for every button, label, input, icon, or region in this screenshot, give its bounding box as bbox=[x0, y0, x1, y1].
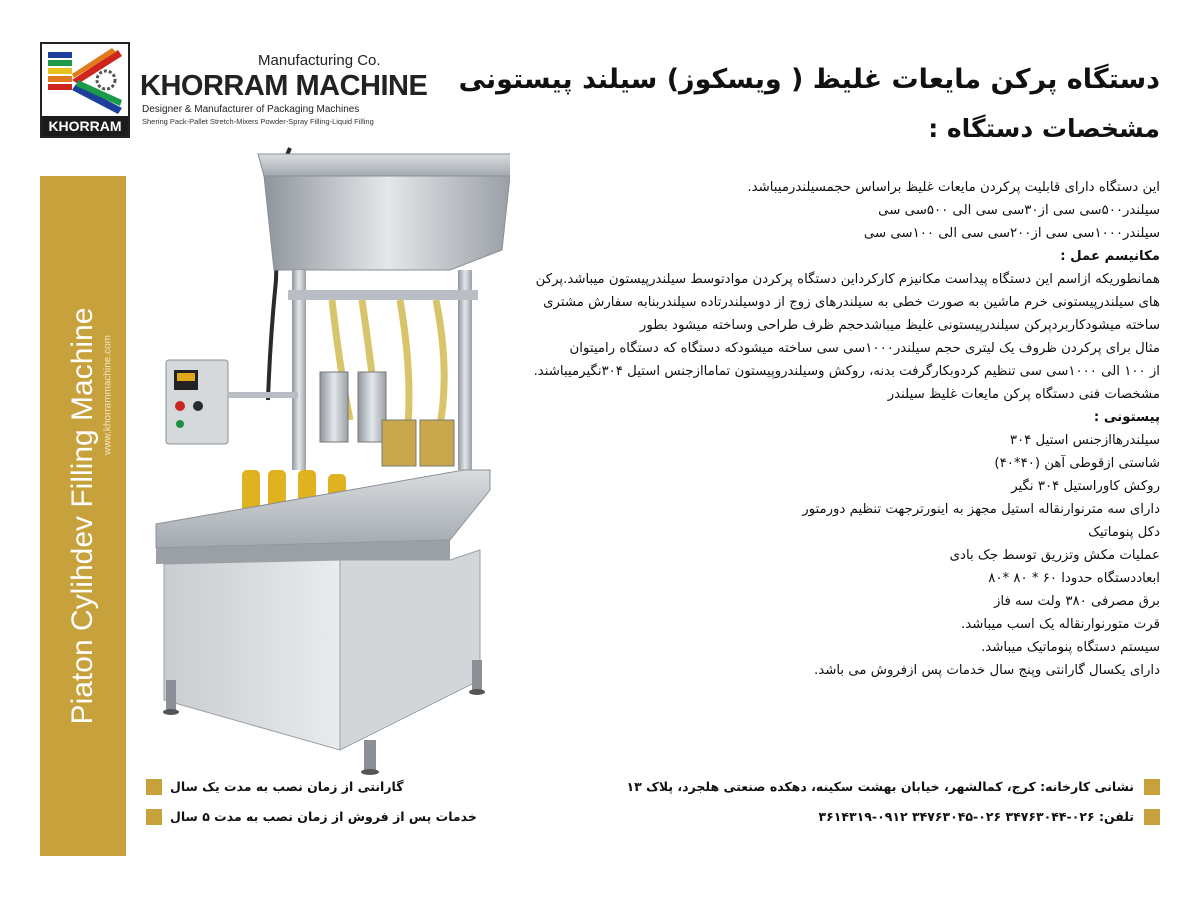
phone-numbers: تلفن: ۰۲۶-۳۴۷۶۳۰۴۴ ۰۲۶-۳۴۷۶۳۰۴۵ ۰۹۱۲-۳۶۱۴۳۱۹ bbox=[818, 809, 1134, 824]
spec-line: ابعاددستگاه حدودا ۶۰ * ۸۰ *۸۰ bbox=[988, 571, 1160, 586]
page-title: دستگاه پرکن مایعات غلیظ ( ویسکوز) سیلند پیستونی bbox=[458, 64, 1160, 95]
brand-name: KHORRAM MACHINE bbox=[140, 70, 428, 102]
body-line: سیلندر۱۰۰۰سی سی از۲۰۰سی سی الی ۱۰۰سی سی bbox=[863, 226, 1160, 241]
body-line: مثال برای پرکردن ظروف یک لیتری حجم سیلندر۱۰۰۰سی سی ساخته میشودکه دستگاه که دستگاه رامیتوان bbox=[569, 341, 1160, 356]
spec-line: روکش کاوراستیل ۳۰۴ نگیر bbox=[1011, 479, 1160, 494]
body-line: ساخته میشودکاربردپرکن سیلندرپیستونی غلیظ میباشدحجم ظرف طراحی وساخته میشود بطور bbox=[639, 318, 1160, 333]
bullet-square bbox=[1144, 809, 1160, 825]
body-line: از ۱۰۰ الی ۱۰۰۰سی سی تنظیم کردوبکارگرفت بدنه، روکش وسیلندروپیستون تماماازجنس استیل ۳۰۴نگیرمیباشند. bbox=[533, 364, 1160, 379]
spec-line: برق مصرفی ۳۸۰ ولت سه فاز bbox=[994, 594, 1160, 609]
spec-line: دکل پنوماتیک bbox=[1088, 525, 1160, 540]
logo-word: KHORRAM bbox=[42, 116, 128, 136]
bullet-square bbox=[1144, 779, 1160, 795]
spec-line: سیستم دستگاه پنوماتیک میباشد. bbox=[981, 640, 1160, 655]
spec-line: عملیات مکش وتزریق توسط جک بادی bbox=[949, 548, 1160, 563]
brand-manufacturing-label: Manufacturing Co. bbox=[258, 52, 381, 69]
spec-line: سیلندرهاازجنس استیل ۳۰۴ bbox=[1009, 433, 1160, 448]
body-line: همانطوریکه ازاسم این دستگاه پیداست مکانیزم کارکرداین دستگاه پرکردن موادتوسط سیلندرپیستون میباشد.پرکن bbox=[535, 272, 1160, 287]
company-logo bbox=[40, 42, 130, 138]
mechanism-heading: مکانیسم عمل : bbox=[1060, 249, 1160, 264]
body-line: این دستگاه دارای قابلیت پرکردن مایعات غلیظ براساس حجمسیلندرمیباشد. bbox=[747, 180, 1160, 195]
specs-heading: مشخصات دستگاه : bbox=[928, 114, 1160, 143]
spec-line: دارای یکسال گارانتی وپنج سال خدمات پس ازفروش می باشد. bbox=[814, 663, 1160, 678]
brand-subtagline: Shering Pack-Pallet Stretch-Mixers Powder-Spray Filling-Liquid Filling bbox=[142, 117, 374, 126]
body-text bbox=[440, 176, 1160, 682]
warranty-note: گارانتی از زمان نصب به مدت یک سال bbox=[170, 779, 404, 794]
service-note: خدمات پس از فروش از زمان نصب به مدت ۵ سال bbox=[170, 809, 477, 824]
spec-line: دارای سه مترنوارنقاله استیل مجهز به اینورترجهت تنظیم دورمتور bbox=[802, 502, 1160, 517]
piston-heading: پیستونی : bbox=[1093, 410, 1160, 425]
brand-tagline: Designer & Manufacturer of Packaging Machines bbox=[142, 104, 360, 115]
logo-stripes-graphic bbox=[42, 44, 128, 116]
body-line: مشخصات فنی دستگاه پرکن مایعات غلیظ سیلندر bbox=[887, 387, 1160, 402]
side-url: www.khorrammachine.com bbox=[102, 334, 114, 456]
body-line: سیلندر۵۰۰سی سی از۳۰سی سی الی ۵۰۰سی سی bbox=[878, 203, 1160, 218]
body-line: های سیلندرپیستونی خرم ماشین به صورت خطی به سیلندرهای زوج از دوسیلندرتاده سیلندربنابه سفارش مشتری bbox=[543, 295, 1160, 310]
side-title: Piaton Cylihdev Filling Machine bbox=[66, 307, 99, 725]
bullet-square bbox=[146, 779, 162, 795]
spec-line: شاستی ازقوطی آهن (۴۰*۴۰) bbox=[994, 456, 1160, 471]
factory-address: نشانی کارخانه: کرج، کمالشهر، خیابان بهشت سکینه، دهکده صنعتی هلجرد، پلاک ۱۳ bbox=[626, 779, 1134, 794]
spec-line: قرت متورنوارنقاله یک اسب میباشد. bbox=[961, 617, 1160, 632]
bullet-square bbox=[146, 809, 162, 825]
